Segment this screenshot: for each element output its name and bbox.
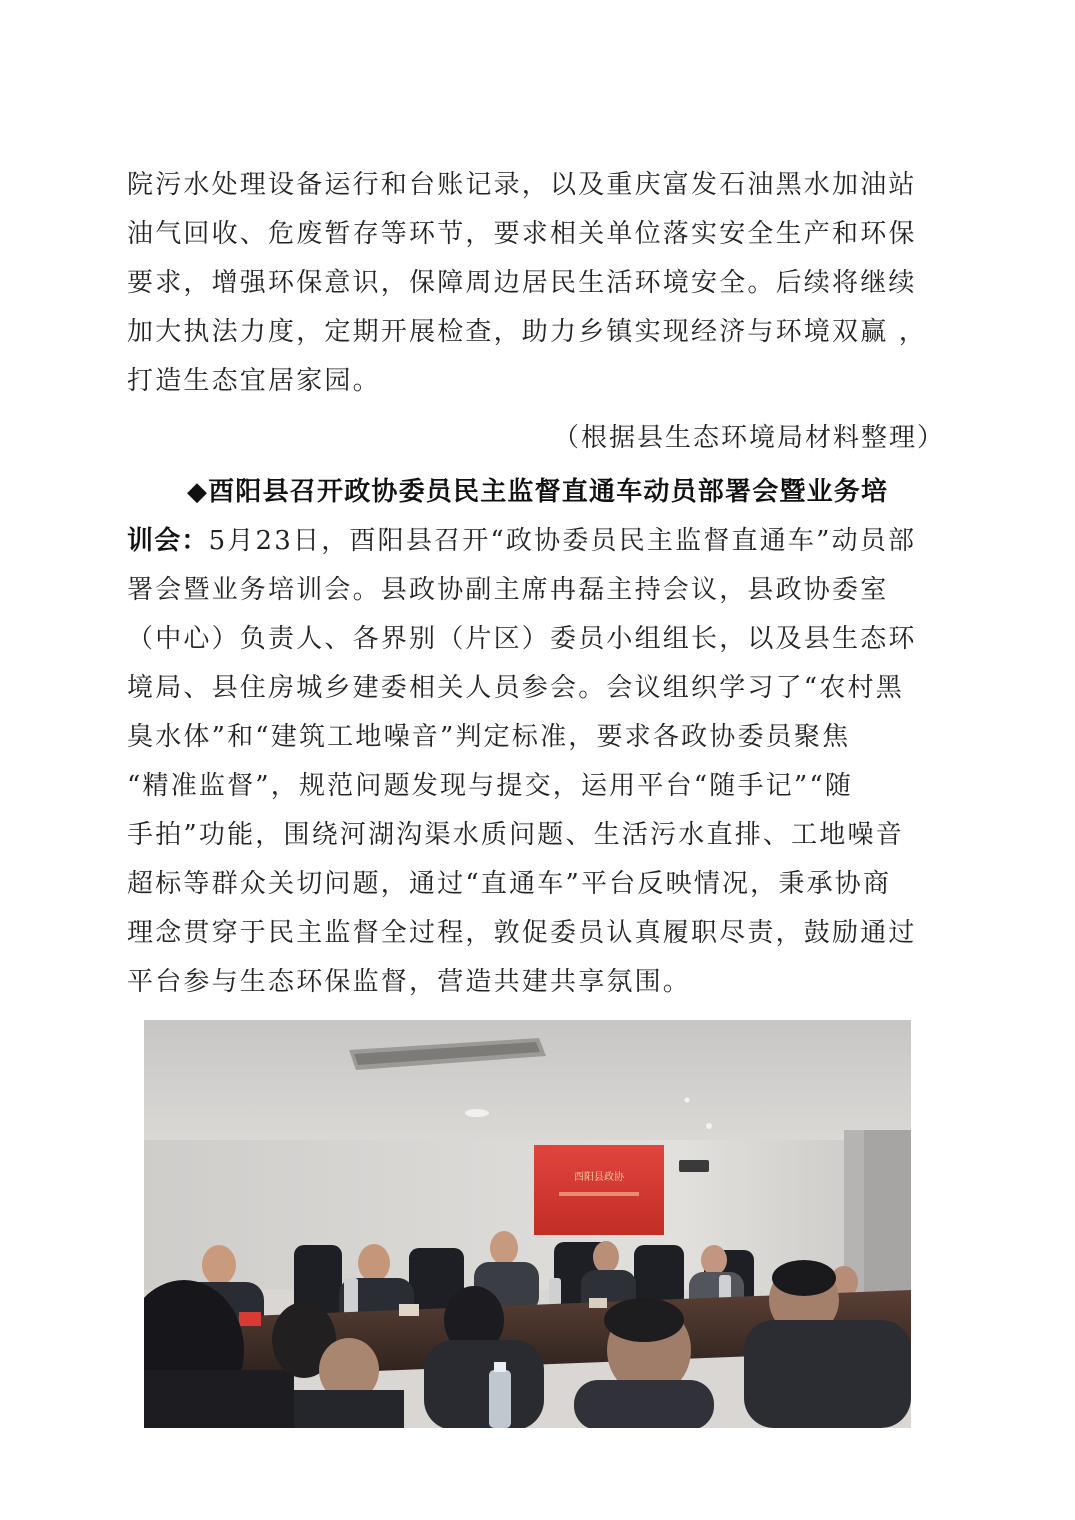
text-line: 油气回收、危废暂存等环节，要求相关单位落实安全生产和环保 — [127, 219, 917, 249]
text-line: 加大执法力度，定期开展检查，助力乡镇实现经济与环境双赢 ， — [127, 317, 928, 347]
news-headline-line — [127, 468, 947, 517]
text-line: 要求，增强环保意识，保障周边居民生活环境安全。后续将继续 — [127, 268, 917, 298]
meeting-photo — [144, 1020, 911, 1428]
text-line: 平台参与生态环保监督，营造共建共享氛围。 — [127, 967, 692, 997]
text-line — [127, 517, 947, 566]
text-line: 臭水体”和“建筑工地噪音”判定标准，要求各政协委员聚焦 — [127, 722, 851, 752]
projector-screen — [534, 1145, 664, 1235]
news-item — [127, 468, 947, 1007]
text-line: 院污水处理设备运行和台账记录，以及重庆富发石油黑水加油站 — [127, 170, 917, 200]
text-line: 超标等群众关切问题，通过“直通车”平台反映情况，秉承协商 — [127, 869, 892, 899]
text-line: 理念贯穿于民主监督全过程，敦促委员认真履职尽责，鼓励通过 — [127, 918, 917, 948]
text-line: “精准监督”，规范问题发现与提交，运用平台“随手记”“随 — [127, 771, 854, 801]
news-lead: 5月23日，酉阳县召开“政协委员民主监督直通车”动员部 — [208, 526, 917, 556]
text-line: 境局、县住房城乡建委相关人员参会。会议组织学习了“农村黑 — [127, 673, 904, 703]
water-bottle — [489, 1370, 511, 1428]
text-line: 手拍”功能，围绕河湖沟渠水质问题、生活污水直排、工地噪音 — [127, 820, 904, 850]
text-line: 打造生态宜居家园。 — [127, 366, 381, 396]
paragraph-continuation — [127, 161, 947, 406]
source-note: （根据县生态环境局材料整理） — [552, 423, 945, 453]
news-headline: ◆酉阳县召开政协委员民主监督直通车动员部署会暨业务培 — [187, 477, 889, 507]
news-headline-end: 训会： — [127, 526, 209, 556]
text-line: 署会暨业务培训会。县政协副主席冉磊主持会议，县政协委室 — [127, 575, 889, 605]
screen-text: 酉阳县政协 — [574, 1172, 624, 1183]
text-line: （中心）负责人、各界别（片区）委员小组组长，以及县生态环 — [127, 624, 917, 654]
